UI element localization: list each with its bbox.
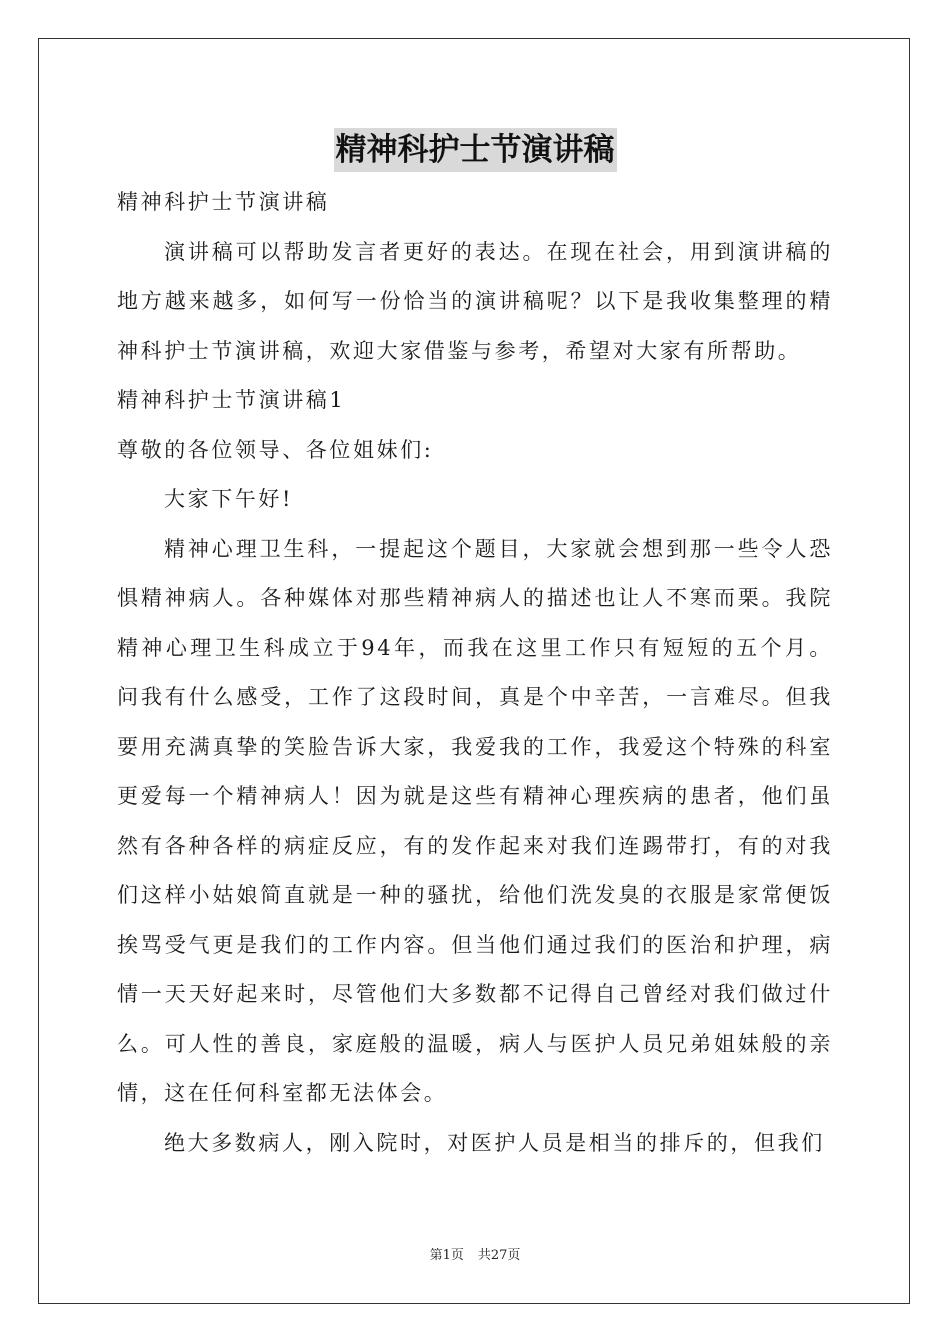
title-container bbox=[0, 128, 950, 172]
page-total: 共27页 bbox=[477, 1248, 521, 1263]
document-body bbox=[117, 178, 833, 1168]
page-number: 第1页 bbox=[429, 1248, 464, 1263]
intro-paragraph: 演讲稿可以帮助发言者更好的表达。在现在社会，用到演讲稿的地方越来越多，如何写一份恰当的演讲稿呢？以下是我收集整理的精神科护士节演讲稿，欢迎大家借鉴与参考，希望对大家有所帮助。 bbox=[117, 239, 833, 363]
body-paragraph: 精神心理卫生科，一提起这个题目，大家就会想到那一些令人恐惧精神病人。各种媒体对那些精神病人的描述也让人不寒而栗。我院精神心理卫生科成立于94年，而我在这里工作只有短短的五个月。问我有什么感受，工作了这段时间，真是个中辛苦，一言难尽。但我要用充满真挚的笑脸告诉大家，我爱我的工作，我爱这个特殊的科室更爱每一个精神病人！因为就是这些有精神心理疾病的患者，他们虽然有各种各样的病症反应，有的发作起来对我们连踢带打，有的对我们这样小姑娘简直就是一种的骚扰，给他们洗发臭的衣服是家常便饭挨骂受气更是我们的工作内容。但当他们通过我们的医治和护理，病情一天天好起来时，尽管他们大多数都不记得自己曾经对我们做过什么。可人性的善良，家庭般的温暖，病人与医护人员兄弟姐妹般的亲情，这在任何科室都无法体会。 bbox=[117, 536, 833, 1105]
salutation: 尊敬的各位领导、各位姐妹们: bbox=[117, 437, 434, 462]
subtitle-line: 精神科护士节演讲稿 bbox=[117, 190, 330, 214]
body-paragraph: 绝大多数病人，刚入院时，对医护人员是相当的排斥的，但我们 bbox=[164, 1130, 825, 1155]
greeting: 大家下午好! bbox=[164, 487, 294, 511]
page-footer bbox=[0, 1247, 950, 1265]
section-heading: 精神科护士节演讲稿1 bbox=[117, 388, 346, 412]
document-title: 精神科护士节演讲稿 bbox=[334, 128, 617, 172]
